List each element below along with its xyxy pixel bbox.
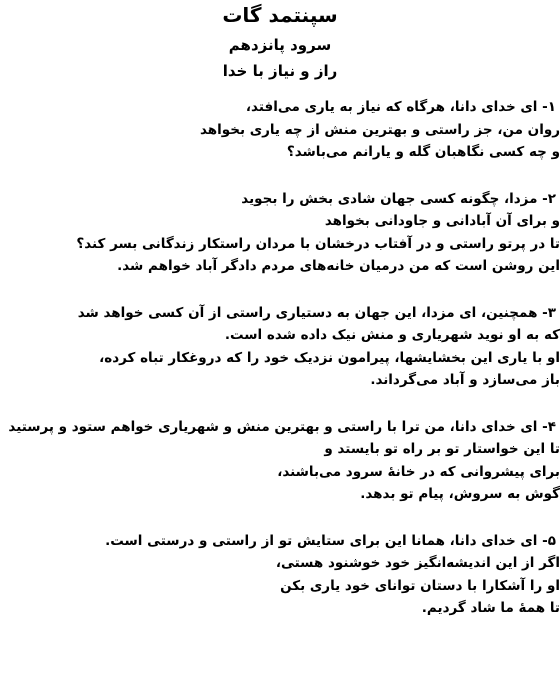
stanza-4 (0, 416, 560, 506)
stanza-line: که به او نوید شهریاری و منش نیک داده شده است. (224, 327, 560, 343)
stanza-line: و چه کسی نگاهبان گله و یارانم می‌باشد؟ (286, 144, 560, 160)
stanza-line: ۳- همچنین، ای مزدا، این جهان به دستیاری راستی از آن کسی خواهد شد (77, 304, 556, 321)
stanza-line: گوش به سروش، پیام تو بدهد. (360, 486, 560, 502)
stanza-line: ۱- ای خدای دانا، هرگاه که نیاز به یاری می‌افتد، (245, 99, 556, 115)
stanza-line: و برای آن آبادانی و جاودانی بخواهد (324, 213, 560, 229)
chapter-subtitle: سرود پانزدهم (228, 36, 332, 54)
stanza-line: تا در پرتو راستی و در آفتاب درخشان با مردان راستکار زندگانی بسر کند؟ (76, 235, 560, 252)
stanza-line: روان من، جز راستی و بهترین منش از چه یاری بخواهد (199, 121, 560, 138)
page-title: سپنتمد گات (222, 3, 338, 27)
stanza-2 (0, 188, 560, 278)
stanza-line: ۴- ای خدای دانا، من ترا با راستی و بهترین منش و شهریاری خواهم ستود و پرستید (8, 418, 556, 435)
stanza-line: او با یاری این بخشایشها، پیرامون نزدیک خود را که دروغکار تباه کرده، (99, 349, 560, 366)
stanza-line: این روشن است که من درمیان خانه‌های مردم دادگر آباد خواهم شد. (117, 258, 560, 274)
stanza-5 (0, 530, 560, 620)
stanza-line: تا همهٔ ما شاد گردیم. (421, 600, 560, 616)
stanza-line: اگر از این اندیشه‌انگیز خود خوشنود هستی، (275, 555, 560, 571)
stanza-line: ۵- ای خدای دانا، همانا این برای ستایش تو از راستی و درستی است. (105, 532, 556, 549)
stanza-line: او را آشکارا با دستان توانای خود یاری بکن (280, 577, 560, 594)
stanza-line: برای پیشروانی که در خانهٔ سرود می‌باشند، (277, 463, 560, 480)
stanza-line: باز می‌سازد و آباد می‌گرداند. (370, 372, 560, 388)
stanza-line: ۲- مزدا، چگونه کسی جهان شادی بخش را بجوید (241, 190, 556, 207)
chapter-heading: راز و نیاز با خدا (222, 62, 338, 80)
stanza-3 (0, 302, 560, 392)
stanza-1 (0, 96, 560, 164)
stanza-line: تا این خواستار تو بر راه تو بایستد و (324, 441, 560, 457)
poem-body (0, 96, 560, 644)
